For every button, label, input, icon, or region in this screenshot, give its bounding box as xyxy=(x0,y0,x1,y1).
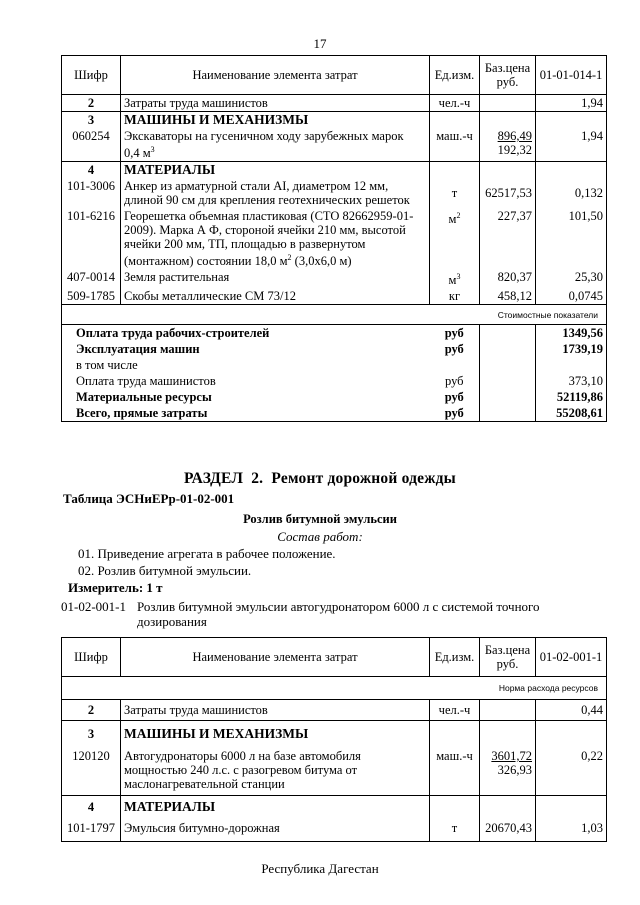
summary-row xyxy=(62,405,607,422)
header-code: Шифр xyxy=(62,638,121,677)
summary-blank xyxy=(480,357,536,373)
row-norm: 0,0745 xyxy=(536,288,607,305)
work-step: 01. Приведение агрегата в рабочее положение. xyxy=(78,546,336,561)
table-row xyxy=(62,162,607,179)
header-name: Наименование элемента затрат xyxy=(121,56,430,95)
row-unit xyxy=(430,796,480,819)
row-norm xyxy=(536,162,607,179)
row-code: 120120 xyxy=(62,745,121,796)
header-unit: Ед.изм. xyxy=(430,56,480,95)
summary-label: Эксплуатация машин xyxy=(62,341,430,357)
item-name: Розлив битумной эмульсии автогудронатором 6000 л с системой точного xyxy=(137,599,540,614)
row-name: Эмульсия битумно-дорожная xyxy=(121,818,430,842)
row-price xyxy=(480,700,536,721)
row-name: Экскаваторы на гусеничном ходу зарубежных марок 0,4 $м^3$ xyxy=(121,128,430,162)
table-row xyxy=(62,112,607,129)
row-price xyxy=(480,162,536,179)
row-price: 896,49 192,32 xyxy=(480,128,536,162)
row-code: 101-6216 xyxy=(62,208,121,269)
summary-blank xyxy=(480,325,536,342)
summary-value xyxy=(536,357,607,373)
row-norm: 0,44 xyxy=(536,700,607,721)
row-unit: т xyxy=(430,178,480,208)
row-price xyxy=(480,796,536,819)
table-row xyxy=(62,269,607,288)
row-norm xyxy=(536,721,607,746)
row-price: 62517,53 xyxy=(480,178,536,208)
summary-value: 1739,19 xyxy=(536,341,607,357)
header-price: Баз.цена руб. xyxy=(480,638,536,677)
row-name: Затраты труда машинистов xyxy=(121,95,430,112)
summary-value: 55208,61 xyxy=(536,405,607,422)
table-row xyxy=(62,95,607,112)
row-price: 3601,72 326,93 xyxy=(480,745,536,796)
row-code: 2 xyxy=(62,700,121,721)
table-row xyxy=(62,721,607,746)
row-code: 4 xyxy=(62,162,121,179)
row-price xyxy=(480,721,536,746)
summary-blank xyxy=(480,389,536,405)
summary-value: 1349,56 xyxy=(536,325,607,342)
summary-blank xyxy=(480,405,536,422)
table-row xyxy=(62,796,607,819)
measurer: Измеритель: 1 т xyxy=(68,580,163,595)
row-name: МАШИНЫ И МЕХАНИЗМЫ xyxy=(121,721,430,746)
row-price: 20670,43 xyxy=(480,818,536,842)
row-unit: чел.-ч xyxy=(430,700,480,721)
summary-unit: руб xyxy=(430,325,480,342)
summary-row xyxy=(62,341,607,357)
row-name: Георешетка объемная пластиковая (СТО 82662959-01-2009). Марка А Ф, стороной ячейки 210 мм, высотой ячейки 200 мм, ТП, площадью в развернутом (монтажном) состоянии 18,0 $м^2$ (3,0х6,0 м) xyxy=(121,208,430,269)
row-norm xyxy=(536,796,607,819)
table-row xyxy=(62,700,607,721)
row-unit: т xyxy=(430,818,480,842)
row-code: 3 xyxy=(62,112,121,129)
row-code: 060254 xyxy=(62,128,121,162)
row-norm: 1,94 xyxy=(536,128,607,162)
cost-note: Стоимостные показатели xyxy=(62,305,607,325)
row-name: Земля растительная xyxy=(121,269,430,288)
row-unit: $м^2$ xyxy=(430,208,480,269)
summary-row xyxy=(62,325,607,342)
row-unit: маш.-ч xyxy=(430,128,480,162)
cost-table-1 xyxy=(61,55,607,422)
row-norm: 25,30 xyxy=(536,269,607,288)
cost-note-row xyxy=(62,305,607,325)
summary-unit: руб xyxy=(430,405,480,422)
resource-note: Норма расхода ресурсов xyxy=(62,677,607,700)
row-unit xyxy=(430,721,480,746)
summary-label: Материальные ресурсы xyxy=(62,389,430,405)
row-name: Анкер из арматурной стали AI, диаметром 12 мм, длиной 90 см для крепления геотехнических решеток xyxy=(121,178,430,208)
table-code: Таблица ЭСНиЕРр-01-02-001 xyxy=(63,491,235,506)
summary-label: Всего, прямые затраты xyxy=(62,405,430,422)
page-number: 17 xyxy=(313,36,327,51)
table-row xyxy=(62,745,607,796)
table-header-row xyxy=(62,56,607,95)
summary-row xyxy=(62,373,607,389)
row-price: 227,37 xyxy=(480,208,536,269)
row-code: 407-0014 xyxy=(62,269,121,288)
item-line xyxy=(61,599,540,615)
row-code: 509-1785 xyxy=(62,288,121,305)
header-unit: Ед.изм. xyxy=(430,638,480,677)
work-step: 02. Розлив битумной эмульсии. xyxy=(78,563,252,578)
table-row xyxy=(62,818,607,842)
row-unit: маш.-ч xyxy=(430,745,480,796)
item-code: 01-02-001-1 xyxy=(61,599,126,614)
row-name: Автогудронаторы 6000 л на базе автомобиля мощностью 240 л.с. с разогревом битума от маслонагревательной станции xyxy=(121,745,430,796)
row-name: Затраты труда машинистов xyxy=(121,700,430,721)
table-row xyxy=(62,178,607,208)
row-unit xyxy=(430,112,480,129)
row-norm: 101,50 xyxy=(536,208,607,269)
summary-unit: руб xyxy=(430,341,480,357)
row-code: 101-1797 xyxy=(62,818,121,842)
summary-label: Оплата труда рабочих-строителей xyxy=(62,325,430,342)
row-price xyxy=(480,112,536,129)
header-code: Шифр xyxy=(62,56,121,95)
row-unit: кг xyxy=(430,288,480,305)
header-price: Баз.цена руб. xyxy=(480,56,536,95)
summary-label: в том числе xyxy=(62,357,430,373)
table-header-row xyxy=(62,638,607,677)
row-norm: 0,22 xyxy=(536,745,607,796)
table-row xyxy=(62,288,607,305)
row-norm: 1,03 xyxy=(536,818,607,842)
section-title: РАЗДЕЛ 2. Ремонт дорожной одежды xyxy=(184,470,456,487)
summary-unit xyxy=(430,357,480,373)
row-name: МАТЕРИАЛЫ xyxy=(121,796,430,819)
row-unit: чел.-ч xyxy=(430,95,480,112)
row-name: Скобы металлические СМ 73/12 xyxy=(121,288,430,305)
summary-blank xyxy=(480,373,536,389)
resource-note-row xyxy=(62,677,607,700)
table-row xyxy=(62,208,607,269)
row-unit xyxy=(430,162,480,179)
summary-row xyxy=(62,389,607,405)
item-name-continued: дозирования xyxy=(137,614,207,629)
row-unit: $м^3$ xyxy=(430,269,480,288)
work-title: Розлив битумной эмульсии xyxy=(243,512,397,526)
row-code: 2 xyxy=(62,95,121,112)
summary-value: 52119,86 xyxy=(536,389,607,405)
summary-unit: руб xyxy=(430,389,480,405)
row-norm: 0,132 xyxy=(536,178,607,208)
summary-value: 373,10 xyxy=(536,373,607,389)
header-norm: 01-02-001-1 xyxy=(536,638,607,677)
row-price: 820,37 xyxy=(480,269,536,288)
summary-unit: руб xyxy=(430,373,480,389)
header-norm: 01-01-014-1 xyxy=(536,56,607,95)
row-name: МАШИНЫ И МЕХАНИЗМЫ xyxy=(121,112,430,129)
row-name: МАТЕРИАЛЫ xyxy=(121,162,430,179)
table-row xyxy=(62,128,607,162)
row-code: 101-3006 xyxy=(62,178,121,208)
header-name: Наименование элемента затрат xyxy=(121,638,430,677)
summary-row xyxy=(62,357,607,373)
row-code: 3 xyxy=(62,721,121,746)
composition-label: Состав работ: xyxy=(277,529,363,544)
row-norm: 1,94 xyxy=(536,95,607,112)
row-price: 458,12 xyxy=(480,288,536,305)
footer: Республика Дагестан xyxy=(261,861,379,876)
row-norm xyxy=(536,112,607,129)
row-price xyxy=(480,95,536,112)
summary-label: Оплата труда машинистов xyxy=(62,373,430,389)
summary-blank xyxy=(480,341,536,357)
cost-table-2 xyxy=(61,637,607,842)
row-code: 4 xyxy=(62,796,121,819)
